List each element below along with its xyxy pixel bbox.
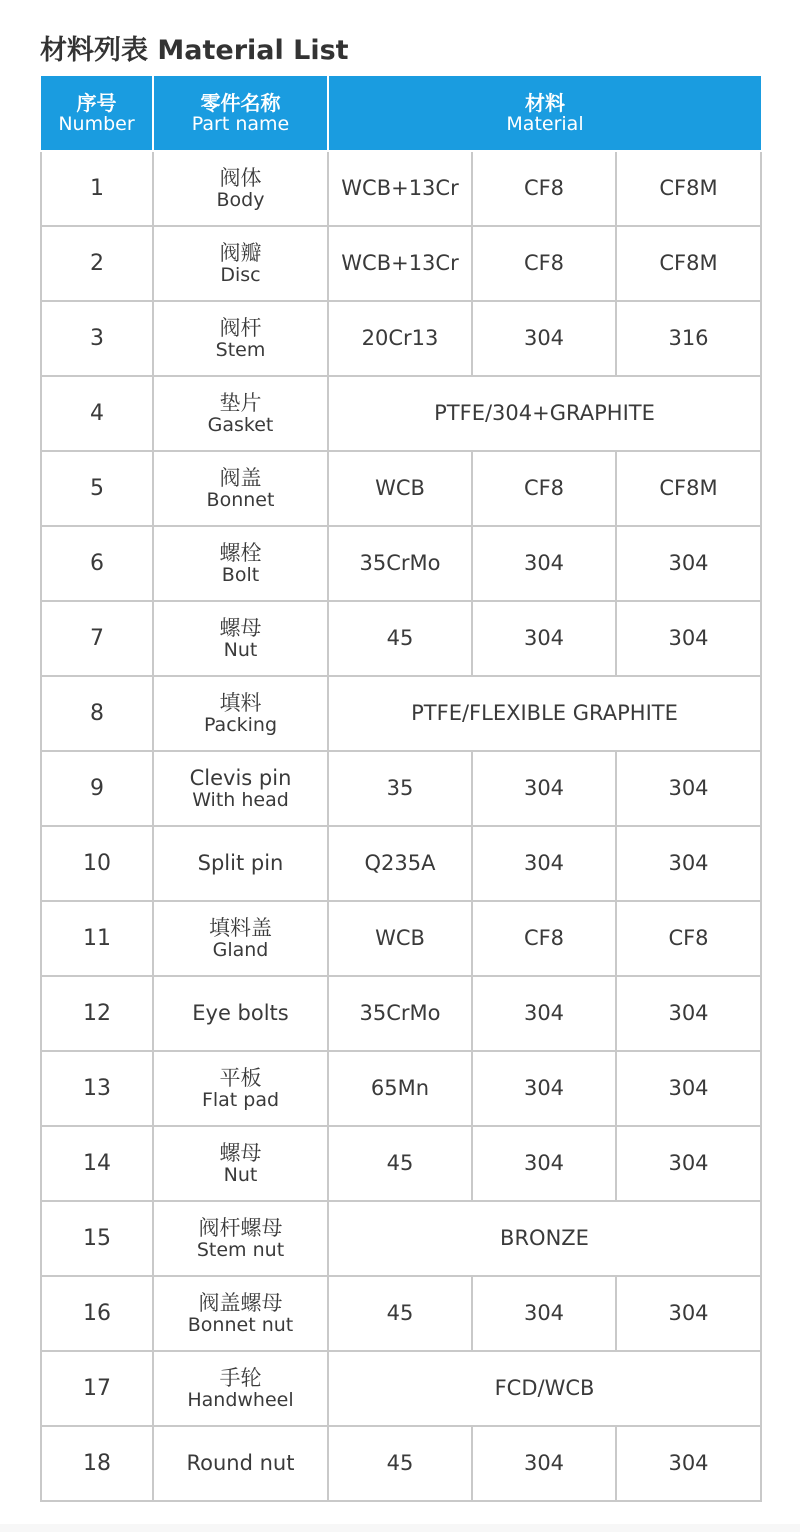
header-number-cn: 序号 xyxy=(76,90,117,115)
part-name-primary: 垫片 xyxy=(219,390,262,415)
part-name-cell xyxy=(153,526,328,601)
part-name-english: Packing xyxy=(203,713,278,736)
part-name-english: Bonnet nut xyxy=(187,1313,294,1336)
part-name-cell xyxy=(153,301,328,376)
row-number: 5 xyxy=(41,451,153,526)
material-cell: 35CrMo xyxy=(328,976,472,1051)
table-row xyxy=(41,151,761,226)
material-cell: 304 xyxy=(472,1126,616,1201)
material-cell: 304 xyxy=(472,301,616,376)
part-name-primary: Round nut xyxy=(186,1451,295,1476)
part-name-primary: 阀盖螺母 xyxy=(198,1290,283,1315)
material-cell-merged: FCD/WCB xyxy=(328,1351,761,1426)
row-number: 8 xyxy=(41,676,153,751)
part-name-cell xyxy=(153,1051,328,1126)
part-name-primary: 阀体 xyxy=(219,165,262,190)
part-name-primary: 阀盖 xyxy=(219,465,262,490)
page-title: 材料列表 Material List xyxy=(40,35,349,66)
part-name-primary: 阀杆螺母 xyxy=(198,1215,283,1240)
part-name-english: Stem nut xyxy=(196,1238,285,1261)
part-name-cell xyxy=(153,976,328,1051)
part-name-english: Bonnet xyxy=(206,488,275,511)
material-cell: 304 xyxy=(616,526,761,601)
material-cell: 304 xyxy=(472,1051,616,1126)
material-cell: 304 xyxy=(616,1126,761,1201)
row-number: 11 xyxy=(41,901,153,976)
part-name-cell xyxy=(153,151,328,226)
part-name-cell xyxy=(153,1276,328,1351)
table-row xyxy=(41,976,761,1051)
material-cell: 304 xyxy=(616,1276,761,1351)
table-row xyxy=(41,1276,761,1351)
table-row xyxy=(41,1051,761,1126)
part-name-english: Body xyxy=(216,188,265,211)
material-cell: 304 xyxy=(472,1276,616,1351)
material-cell: CF8 xyxy=(472,901,616,976)
material-cell: CF8 xyxy=(472,226,616,301)
part-name-primary: 螺母 xyxy=(219,1140,262,1165)
material-cell: 304 xyxy=(616,601,761,676)
material-cell: CF8 xyxy=(616,901,761,976)
part-name-primary: 阀瓣 xyxy=(219,240,262,265)
part-name-english: Disc xyxy=(220,263,261,286)
part-name-english: Gasket xyxy=(207,413,274,436)
table-row xyxy=(41,226,761,301)
material-cell: 45 xyxy=(328,1126,472,1201)
part-name-primary: 填料盖 xyxy=(209,915,272,940)
table-body xyxy=(41,151,761,1501)
part-name-primary: 填料 xyxy=(219,690,262,715)
footer-divider xyxy=(0,1524,800,1532)
material-cell: 45 xyxy=(328,601,472,676)
material-cell: 304 xyxy=(472,1426,616,1501)
table-row xyxy=(41,751,761,826)
material-cell: 304 xyxy=(616,751,761,826)
material-cell-merged: PTFE/304+GRAPHITE xyxy=(328,376,761,451)
material-cell: 35CrMo xyxy=(328,526,472,601)
part-name-cell xyxy=(153,226,328,301)
header-row xyxy=(41,76,761,151)
part-name-primary: 手轮 xyxy=(219,1365,262,1390)
material-cell: CF8M xyxy=(616,151,761,226)
material-cell: 304 xyxy=(472,526,616,601)
part-name-primary: 螺栓 xyxy=(219,540,262,565)
table-row xyxy=(41,826,761,901)
part-name-cell xyxy=(153,676,328,751)
material-cell: 304 xyxy=(472,751,616,826)
part-name-cell xyxy=(153,901,328,976)
part-name-primary: Clevis pin xyxy=(189,765,292,790)
header-part-name xyxy=(153,76,328,151)
material-cell: 20Cr13 xyxy=(328,301,472,376)
material-cell: 65Mn xyxy=(328,1051,472,1126)
material-cell: CF8M xyxy=(616,451,761,526)
table-row xyxy=(41,1126,761,1201)
material-cell: 304 xyxy=(616,976,761,1051)
row-number: 1 xyxy=(41,151,153,226)
material-cell: 316 xyxy=(616,301,761,376)
part-name-cell xyxy=(153,1126,328,1201)
material-cell: 304 xyxy=(472,976,616,1051)
material-cell: WCB+13Cr xyxy=(328,151,472,226)
table-row xyxy=(41,901,761,976)
part-name-cell xyxy=(153,451,328,526)
part-name-primary: 平板 xyxy=(219,1065,262,1090)
part-name-cell xyxy=(153,601,328,676)
row-number: 16 xyxy=(41,1276,153,1351)
part-name-primary: 阀杆 xyxy=(219,315,262,340)
material-cell: 304 xyxy=(472,601,616,676)
header-number-en: Number xyxy=(58,112,135,135)
part-name-cell xyxy=(153,1201,328,1276)
material-cell: WCB+13Cr xyxy=(328,226,472,301)
row-number: 9 xyxy=(41,751,153,826)
header-part-cn: 零件名称 xyxy=(200,90,281,115)
row-number: 3 xyxy=(41,301,153,376)
material-cell: Q235A xyxy=(328,826,472,901)
part-name-english: Bolt xyxy=(221,563,260,586)
row-number: 6 xyxy=(41,526,153,601)
table-header xyxy=(41,76,761,151)
row-number: 10 xyxy=(41,826,153,901)
part-name-cell xyxy=(153,751,328,826)
material-cell: CF8 xyxy=(472,451,616,526)
material-cell: 304 xyxy=(616,826,761,901)
row-number: 17 xyxy=(41,1351,153,1426)
row-number: 18 xyxy=(41,1426,153,1501)
header-material xyxy=(328,76,761,151)
header-number xyxy=(41,76,153,151)
table-row xyxy=(41,601,761,676)
part-name-english: Gland xyxy=(212,938,269,961)
table-row xyxy=(41,676,761,751)
table-row xyxy=(41,1426,761,1501)
part-name-english: Nut xyxy=(223,1163,258,1186)
material-cell: CF8M xyxy=(616,226,761,301)
part-name-english: With head xyxy=(192,788,289,811)
table-row xyxy=(41,526,761,601)
part-name-english: Handwheel xyxy=(187,1388,294,1411)
part-name-cell xyxy=(153,1426,328,1501)
material-cell: 304 xyxy=(616,1051,761,1126)
material-cell: 35 xyxy=(328,751,472,826)
part-name-primary: Eye bolts xyxy=(192,1001,289,1026)
part-name-cell xyxy=(153,1351,328,1426)
part-name-cell xyxy=(153,826,328,901)
material-cell: CF8 xyxy=(472,151,616,226)
part-name-primary: Split pin xyxy=(197,851,284,876)
row-number: 2 xyxy=(41,226,153,301)
header-material-cn: 材料 xyxy=(525,90,565,115)
material-cell-merged: PTFE/FLEXIBLE GRAPHITE xyxy=(328,676,761,751)
material-table xyxy=(40,76,762,1502)
row-number: 12 xyxy=(41,976,153,1051)
header-material-en: Material xyxy=(506,112,584,135)
material-cell: WCB xyxy=(328,451,472,526)
part-name-english: Nut xyxy=(223,638,258,661)
part-name-primary: 螺母 xyxy=(219,615,262,640)
table-row xyxy=(41,451,761,526)
material-cell-merged: BRONZE xyxy=(328,1201,761,1276)
row-number: 4 xyxy=(41,376,153,451)
row-number: 14 xyxy=(41,1126,153,1201)
table-row xyxy=(41,1351,761,1426)
material-cell: WCB xyxy=(328,901,472,976)
material-cell: 304 xyxy=(472,826,616,901)
table-row xyxy=(41,376,761,451)
part-name-cell xyxy=(153,376,328,451)
table-row xyxy=(41,301,761,376)
row-number: 13 xyxy=(41,1051,153,1126)
table-row xyxy=(41,1201,761,1276)
material-cell: 45 xyxy=(328,1276,472,1351)
material-cell: 304 xyxy=(616,1426,761,1501)
row-number: 7 xyxy=(41,601,153,676)
material-cell: 45 xyxy=(328,1426,472,1501)
row-number: 15 xyxy=(41,1201,153,1276)
part-name-english: Stem xyxy=(215,338,266,361)
header-part-en: Part name xyxy=(191,112,290,135)
part-name-english: Flat pad xyxy=(201,1088,280,1111)
